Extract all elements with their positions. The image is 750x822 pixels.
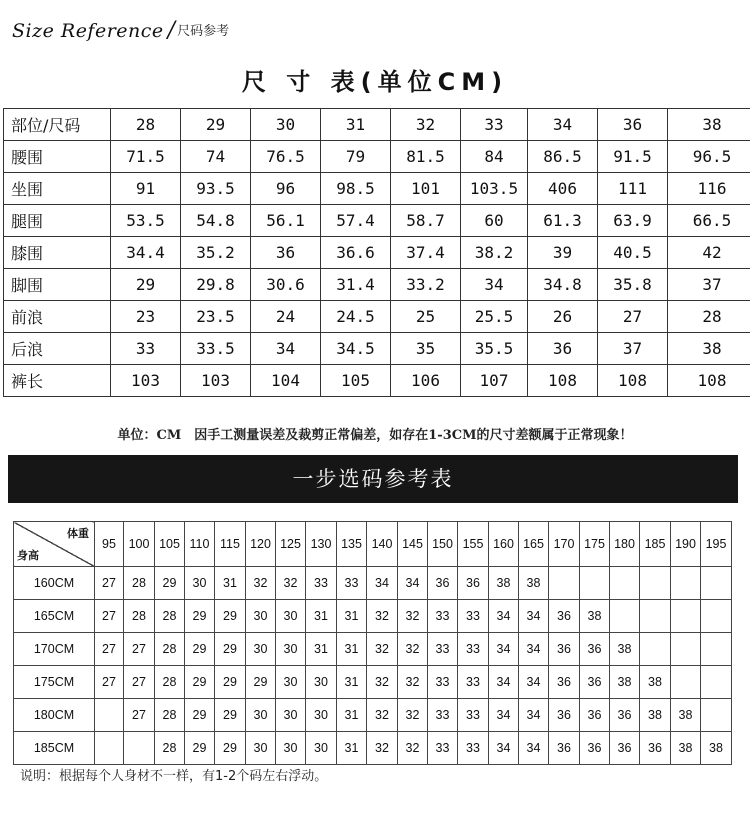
row-label-cell: 后浪 — [4, 333, 111, 365]
size-cell: 36 — [580, 666, 610, 699]
quick-size-banner: 一步选码参考表 — [8, 455, 738, 503]
size-cell: 36 — [640, 732, 671, 765]
table-row — [14, 633, 732, 666]
size-cell: 34 — [519, 600, 549, 633]
size-cell: 30 — [246, 732, 276, 765]
table-row — [4, 365, 750, 397]
size-cell: 32 — [367, 633, 398, 666]
header-chinese: 尺码参考 — [177, 24, 230, 39]
size-cell: 36 — [549, 666, 580, 699]
size-cell: 29 — [215, 699, 246, 732]
size-cell — [549, 567, 580, 600]
size-cell: 29 — [215, 633, 246, 666]
size-cell — [701, 567, 732, 600]
size-header-cell: 29 — [181, 109, 251, 141]
measurement-cell: 98.5 — [321, 173, 391, 205]
size-cell: 31 — [337, 666, 367, 699]
measurement-cell: 39 — [528, 237, 598, 269]
size-cell: 29 — [215, 600, 246, 633]
weight-header-cell: 130 — [306, 522, 337, 567]
weight-header-cell: 95 — [95, 522, 124, 567]
size-cell: 34 — [489, 633, 519, 666]
size-cell: 34 — [489, 732, 519, 765]
size-cell: 36 — [549, 633, 580, 666]
table-row — [14, 600, 732, 633]
measurement-cell: 107 — [461, 365, 528, 397]
size-cell: 34 — [489, 666, 519, 699]
weight-header-cell: 185 — [640, 522, 671, 567]
table-row — [4, 237, 750, 269]
size-header-cell: 32 — [391, 109, 461, 141]
measurement-cell: 33.5 — [181, 333, 251, 365]
size-cell: 31 — [337, 732, 367, 765]
size-cell: 31 — [337, 600, 367, 633]
size-cell: 32 — [276, 567, 306, 600]
measurement-cell: 31.4 — [321, 269, 391, 301]
size-cell: 27 — [95, 600, 124, 633]
size-cell: 34 — [398, 567, 428, 600]
weight-header-cell: 150 — [428, 522, 458, 567]
measurement-cell: 103.5 — [461, 173, 528, 205]
measurement-cell: 34 — [251, 333, 321, 365]
weight-header-cell: 155 — [458, 522, 489, 567]
size-reference-header — [12, 18, 229, 48]
size-cell: 38 — [671, 732, 701, 765]
header-label-cell: 部位/尺码 — [4, 109, 111, 141]
measurement-cell: 37.4 — [391, 237, 461, 269]
size-cell: 28 — [124, 600, 155, 633]
measurement-cell: 104 — [251, 365, 321, 397]
size-cell: 31 — [337, 633, 367, 666]
measurement-cell: 66.5 — [668, 205, 750, 237]
size-cell: 32 — [398, 699, 428, 732]
size-cell: 28 — [155, 633, 185, 666]
height-label-cell: 180CM — [14, 699, 95, 732]
size-cell: 32 — [398, 633, 428, 666]
size-cell: 36 — [549, 699, 580, 732]
table-row — [4, 269, 750, 301]
measurement-cell: 103 — [181, 365, 251, 397]
size-cell: 32 — [398, 600, 428, 633]
size-cell: 38 — [701, 732, 732, 765]
measurement-cell: 406 — [528, 173, 598, 205]
height-label-cell: 185CM — [14, 732, 95, 765]
size-cell — [124, 732, 155, 765]
measurement-cell: 28 — [668, 301, 750, 333]
measurement-cell: 34.5 — [321, 333, 391, 365]
size-header-cell: 30 — [251, 109, 321, 141]
size-cell: 31 — [306, 600, 337, 633]
measurement-cell: 40.5 — [598, 237, 668, 269]
size-cell: 33 — [428, 633, 458, 666]
measurement-cell: 35.5 — [461, 333, 528, 365]
size-cell: 36 — [580, 732, 610, 765]
size-cell: 33 — [337, 567, 367, 600]
size-cell: 28 — [155, 699, 185, 732]
weight-header-cell: 110 — [185, 522, 215, 567]
weight-header-cell: 180 — [610, 522, 640, 567]
size-cell: 30 — [276, 666, 306, 699]
measurement-cell: 54.8 — [181, 205, 251, 237]
size-cell: 38 — [640, 699, 671, 732]
corner-diagonal-cell — [14, 522, 95, 567]
size-cell: 29 — [215, 666, 246, 699]
table-row — [4, 301, 750, 333]
size-cell — [610, 600, 640, 633]
size-cell: 32 — [367, 666, 398, 699]
size-cell: 33 — [458, 666, 489, 699]
size-cell: 30 — [246, 699, 276, 732]
table-row — [14, 732, 732, 765]
size-header-cell: 34 — [528, 109, 598, 141]
measurement-cell: 108 — [528, 365, 598, 397]
size-cell — [671, 633, 701, 666]
measurement-cell: 38 — [668, 333, 750, 365]
table-row — [14, 699, 732, 732]
size-header-cell: 36 — [598, 109, 668, 141]
measurement-cell: 58.7 — [391, 205, 461, 237]
measurement-cell: 36 — [251, 237, 321, 269]
corner-weight-label: 体重 — [67, 527, 89, 540]
size-cell: 28 — [124, 567, 155, 600]
size-cell — [671, 600, 701, 633]
row-label-cell: 腿围 — [4, 205, 111, 237]
size-header-cell: 31 — [321, 109, 391, 141]
measurement-cell: 116 — [668, 173, 750, 205]
size-cell — [701, 699, 732, 732]
size-cell: 34 — [519, 666, 549, 699]
measurement-cell: 101 — [391, 173, 461, 205]
size-cell: 27 — [95, 633, 124, 666]
size-cell: 38 — [610, 666, 640, 699]
size-cell: 30 — [306, 666, 337, 699]
size-cell: 29 — [215, 732, 246, 765]
weight-header-cell: 195 — [701, 522, 732, 567]
weight-header-cell: 125 — [276, 522, 306, 567]
size-cell: 31 — [337, 699, 367, 732]
size-cell: 29 — [185, 666, 215, 699]
size-cell: 38 — [640, 666, 671, 699]
size-cell: 31 — [306, 633, 337, 666]
size-cell: 36 — [580, 633, 610, 666]
weight-header-cell: 175 — [580, 522, 610, 567]
size-cell: 30 — [276, 633, 306, 666]
measurement-cell: 35 — [391, 333, 461, 365]
measurement-cell: 91.5 — [598, 141, 668, 173]
weight-header-row — [14, 522, 732, 567]
measurement-cell: 36 — [528, 333, 598, 365]
size-cell: 31 — [215, 567, 246, 600]
size-cell: 33 — [428, 600, 458, 633]
measurement-cell: 86.5 — [528, 141, 598, 173]
row-label-cell: 裤长 — [4, 365, 111, 397]
measurement-cell: 105 — [321, 365, 391, 397]
size-cell: 33 — [458, 600, 489, 633]
measurement-cell: 81.5 — [391, 141, 461, 173]
measurement-note: 单位：CM 因手工测量误差及裁剪正常偏差，如存在1-3CM的尺寸差额属于正常现象！ — [117, 428, 633, 443]
measurement-cell: 60 — [461, 205, 528, 237]
size-cell: 38 — [610, 633, 640, 666]
measurement-cell: 56.1 — [251, 205, 321, 237]
measurement-cell: 103 — [111, 365, 181, 397]
measurement-cell: 53.5 — [111, 205, 181, 237]
size-cell: 33 — [428, 666, 458, 699]
size-cell: 30 — [246, 600, 276, 633]
height-label-cell: 165CM — [14, 600, 95, 633]
weight-header-cell: 100 — [124, 522, 155, 567]
measurement-cell: 79 — [321, 141, 391, 173]
measurement-cell: 24.5 — [321, 301, 391, 333]
size-cell: 30 — [185, 567, 215, 600]
measurement-cell: 96 — [251, 173, 321, 205]
size-cell: 36 — [549, 600, 580, 633]
weight-header-cell: 190 — [671, 522, 701, 567]
weight-header-cell: 165 — [519, 522, 549, 567]
size-cell: 29 — [246, 666, 276, 699]
size-cell: 34 — [519, 732, 549, 765]
table-row — [4, 333, 750, 365]
size-cell: 27 — [95, 567, 124, 600]
measurement-cell: 74 — [181, 141, 251, 173]
measurement-cell: 91 — [111, 173, 181, 205]
table-row — [4, 141, 750, 173]
measurement-cell: 63.9 — [598, 205, 668, 237]
size-cell: 36 — [458, 567, 489, 600]
size-cell — [95, 732, 124, 765]
header-english: Size Reference — [12, 20, 164, 42]
row-label-cell: 坐围 — [4, 173, 111, 205]
size-cell: 33 — [306, 567, 337, 600]
measurement-cell: 93.5 — [181, 173, 251, 205]
size-cell: 27 — [124, 699, 155, 732]
measurement-cell: 108 — [598, 365, 668, 397]
size-cell: 32 — [367, 699, 398, 732]
weight-header-cell: 105 — [155, 522, 185, 567]
size-chart-table — [3, 108, 750, 397]
size-cell: 29 — [185, 699, 215, 732]
measurement-cell: 34.4 — [111, 237, 181, 269]
size-cell — [701, 633, 732, 666]
measurement-cell: 34.8 — [528, 269, 598, 301]
measurement-cell: 30.6 — [251, 269, 321, 301]
size-cell: 28 — [155, 666, 185, 699]
size-table-title: 尺 寸 表(单位CM) — [241, 68, 509, 96]
size-cell — [640, 600, 671, 633]
size-cell: 30 — [306, 699, 337, 732]
weight-header-cell: 120 — [246, 522, 276, 567]
table-row — [14, 567, 732, 600]
size-cell — [610, 567, 640, 600]
size-cell — [671, 666, 701, 699]
size-header-cell: 28 — [111, 109, 181, 141]
measurement-cell: 23.5 — [181, 301, 251, 333]
measurement-cell: 34 — [461, 269, 528, 301]
size-cell: 36 — [610, 699, 640, 732]
table-row — [4, 173, 750, 205]
measurement-cell: 108 — [668, 365, 750, 397]
measurement-cell: 37 — [668, 269, 750, 301]
size-cell: 34 — [489, 699, 519, 732]
measurement-cell: 33 — [111, 333, 181, 365]
row-label-cell: 膝围 — [4, 237, 111, 269]
size-cell: 27 — [124, 633, 155, 666]
weight-header-cell: 135 — [337, 522, 367, 567]
measurement-cell: 37 — [598, 333, 668, 365]
size-cell — [580, 567, 610, 600]
size-cell: 32 — [367, 732, 398, 765]
measurement-cell: 61.3 — [528, 205, 598, 237]
size-cell: 34 — [519, 633, 549, 666]
size-cell: 30 — [276, 699, 306, 732]
measurement-cell: 84 — [461, 141, 528, 173]
size-cell: 30 — [306, 732, 337, 765]
size-cell: 34 — [489, 600, 519, 633]
measurement-cell: 25 — [391, 301, 461, 333]
size-cell: 29 — [155, 567, 185, 600]
height-label-cell: 175CM — [14, 666, 95, 699]
measurement-cell: 26 — [528, 301, 598, 333]
size-header-cell: 33 — [461, 109, 528, 141]
row-label-cell: 腰围 — [4, 141, 111, 173]
size-cell: 36 — [428, 567, 458, 600]
measurement-cell: 106 — [391, 365, 461, 397]
size-cell — [95, 699, 124, 732]
size-cell: 33 — [428, 732, 458, 765]
row-label-cell: 脚围 — [4, 269, 111, 301]
weight-header-cell: 145 — [398, 522, 428, 567]
size-cell — [640, 633, 671, 666]
height-label-cell: 170CM — [14, 633, 95, 666]
weight-header-cell: 115 — [215, 522, 246, 567]
measurement-cell: 96.5 — [668, 141, 750, 173]
measurement-cell: 57.4 — [321, 205, 391, 237]
measurement-cell: 38.2 — [461, 237, 528, 269]
measurement-cell: 33.2 — [391, 269, 461, 301]
measurement-cell: 24 — [251, 301, 321, 333]
size-cell: 32 — [246, 567, 276, 600]
weight-header-cell: 160 — [489, 522, 519, 567]
size-cell: 38 — [671, 699, 701, 732]
size-cell: 30 — [276, 732, 306, 765]
measurement-cell: 23 — [111, 301, 181, 333]
size-cell: 32 — [398, 666, 428, 699]
size-cell: 32 — [367, 600, 398, 633]
size-cell: 30 — [246, 633, 276, 666]
size-cell: 36 — [580, 699, 610, 732]
size-cell: 29 — [185, 732, 215, 765]
size-cell: 33 — [428, 699, 458, 732]
measurement-cell: 29 — [111, 269, 181, 301]
table-row — [14, 666, 732, 699]
size-cell: 33 — [458, 732, 489, 765]
size-cell: 28 — [155, 732, 185, 765]
corner-height-label: 身高 — [17, 549, 39, 562]
row-label-cell: 前浪 — [4, 301, 111, 333]
size-cell: 33 — [458, 699, 489, 732]
size-cell — [701, 600, 732, 633]
size-cell: 29 — [185, 600, 215, 633]
weight-header-cell: 170 — [549, 522, 580, 567]
measurement-cell: 42 — [668, 237, 750, 269]
table-row — [4, 205, 750, 237]
size-cell — [671, 567, 701, 600]
size-cell: 38 — [580, 600, 610, 633]
height-weight-table — [13, 521, 732, 765]
size-cell: 30 — [276, 600, 306, 633]
size-cell: 36 — [549, 732, 580, 765]
measurement-cell: 35.2 — [181, 237, 251, 269]
size-cell: 27 — [95, 666, 124, 699]
size-cell: 36 — [610, 732, 640, 765]
measurement-cell: 76.5 — [251, 141, 321, 173]
measurement-cell: 25.5 — [461, 301, 528, 333]
size-cell: 28 — [155, 600, 185, 633]
measurement-cell: 35.8 — [598, 269, 668, 301]
table-header-row — [4, 109, 750, 141]
measurement-cell: 111 — [598, 173, 668, 205]
size-cell — [701, 666, 732, 699]
size-cell: 27 — [124, 666, 155, 699]
measurement-cell: 27 — [598, 301, 668, 333]
size-cell — [640, 567, 671, 600]
size-cell: 29 — [185, 633, 215, 666]
measurement-cell: 71.5 — [111, 141, 181, 173]
weight-header-cell: 140 — [367, 522, 398, 567]
size-cell: 34 — [519, 699, 549, 732]
size-cell: 32 — [398, 732, 428, 765]
measurement-cell: 29.8 — [181, 269, 251, 301]
size-cell: 33 — [458, 633, 489, 666]
header-slash: / — [167, 18, 176, 43]
size-cell: 34 — [367, 567, 398, 600]
height-label-cell: 160CM — [14, 567, 95, 600]
size-header-cell: 38 — [668, 109, 750, 141]
measurement-cell: 36.6 — [321, 237, 391, 269]
fluctuation-note: 说明：根据每个人身材不一样，有1-2个码左右浮动。 — [20, 769, 328, 784]
size-cell: 38 — [519, 567, 549, 600]
size-cell: 38 — [489, 567, 519, 600]
